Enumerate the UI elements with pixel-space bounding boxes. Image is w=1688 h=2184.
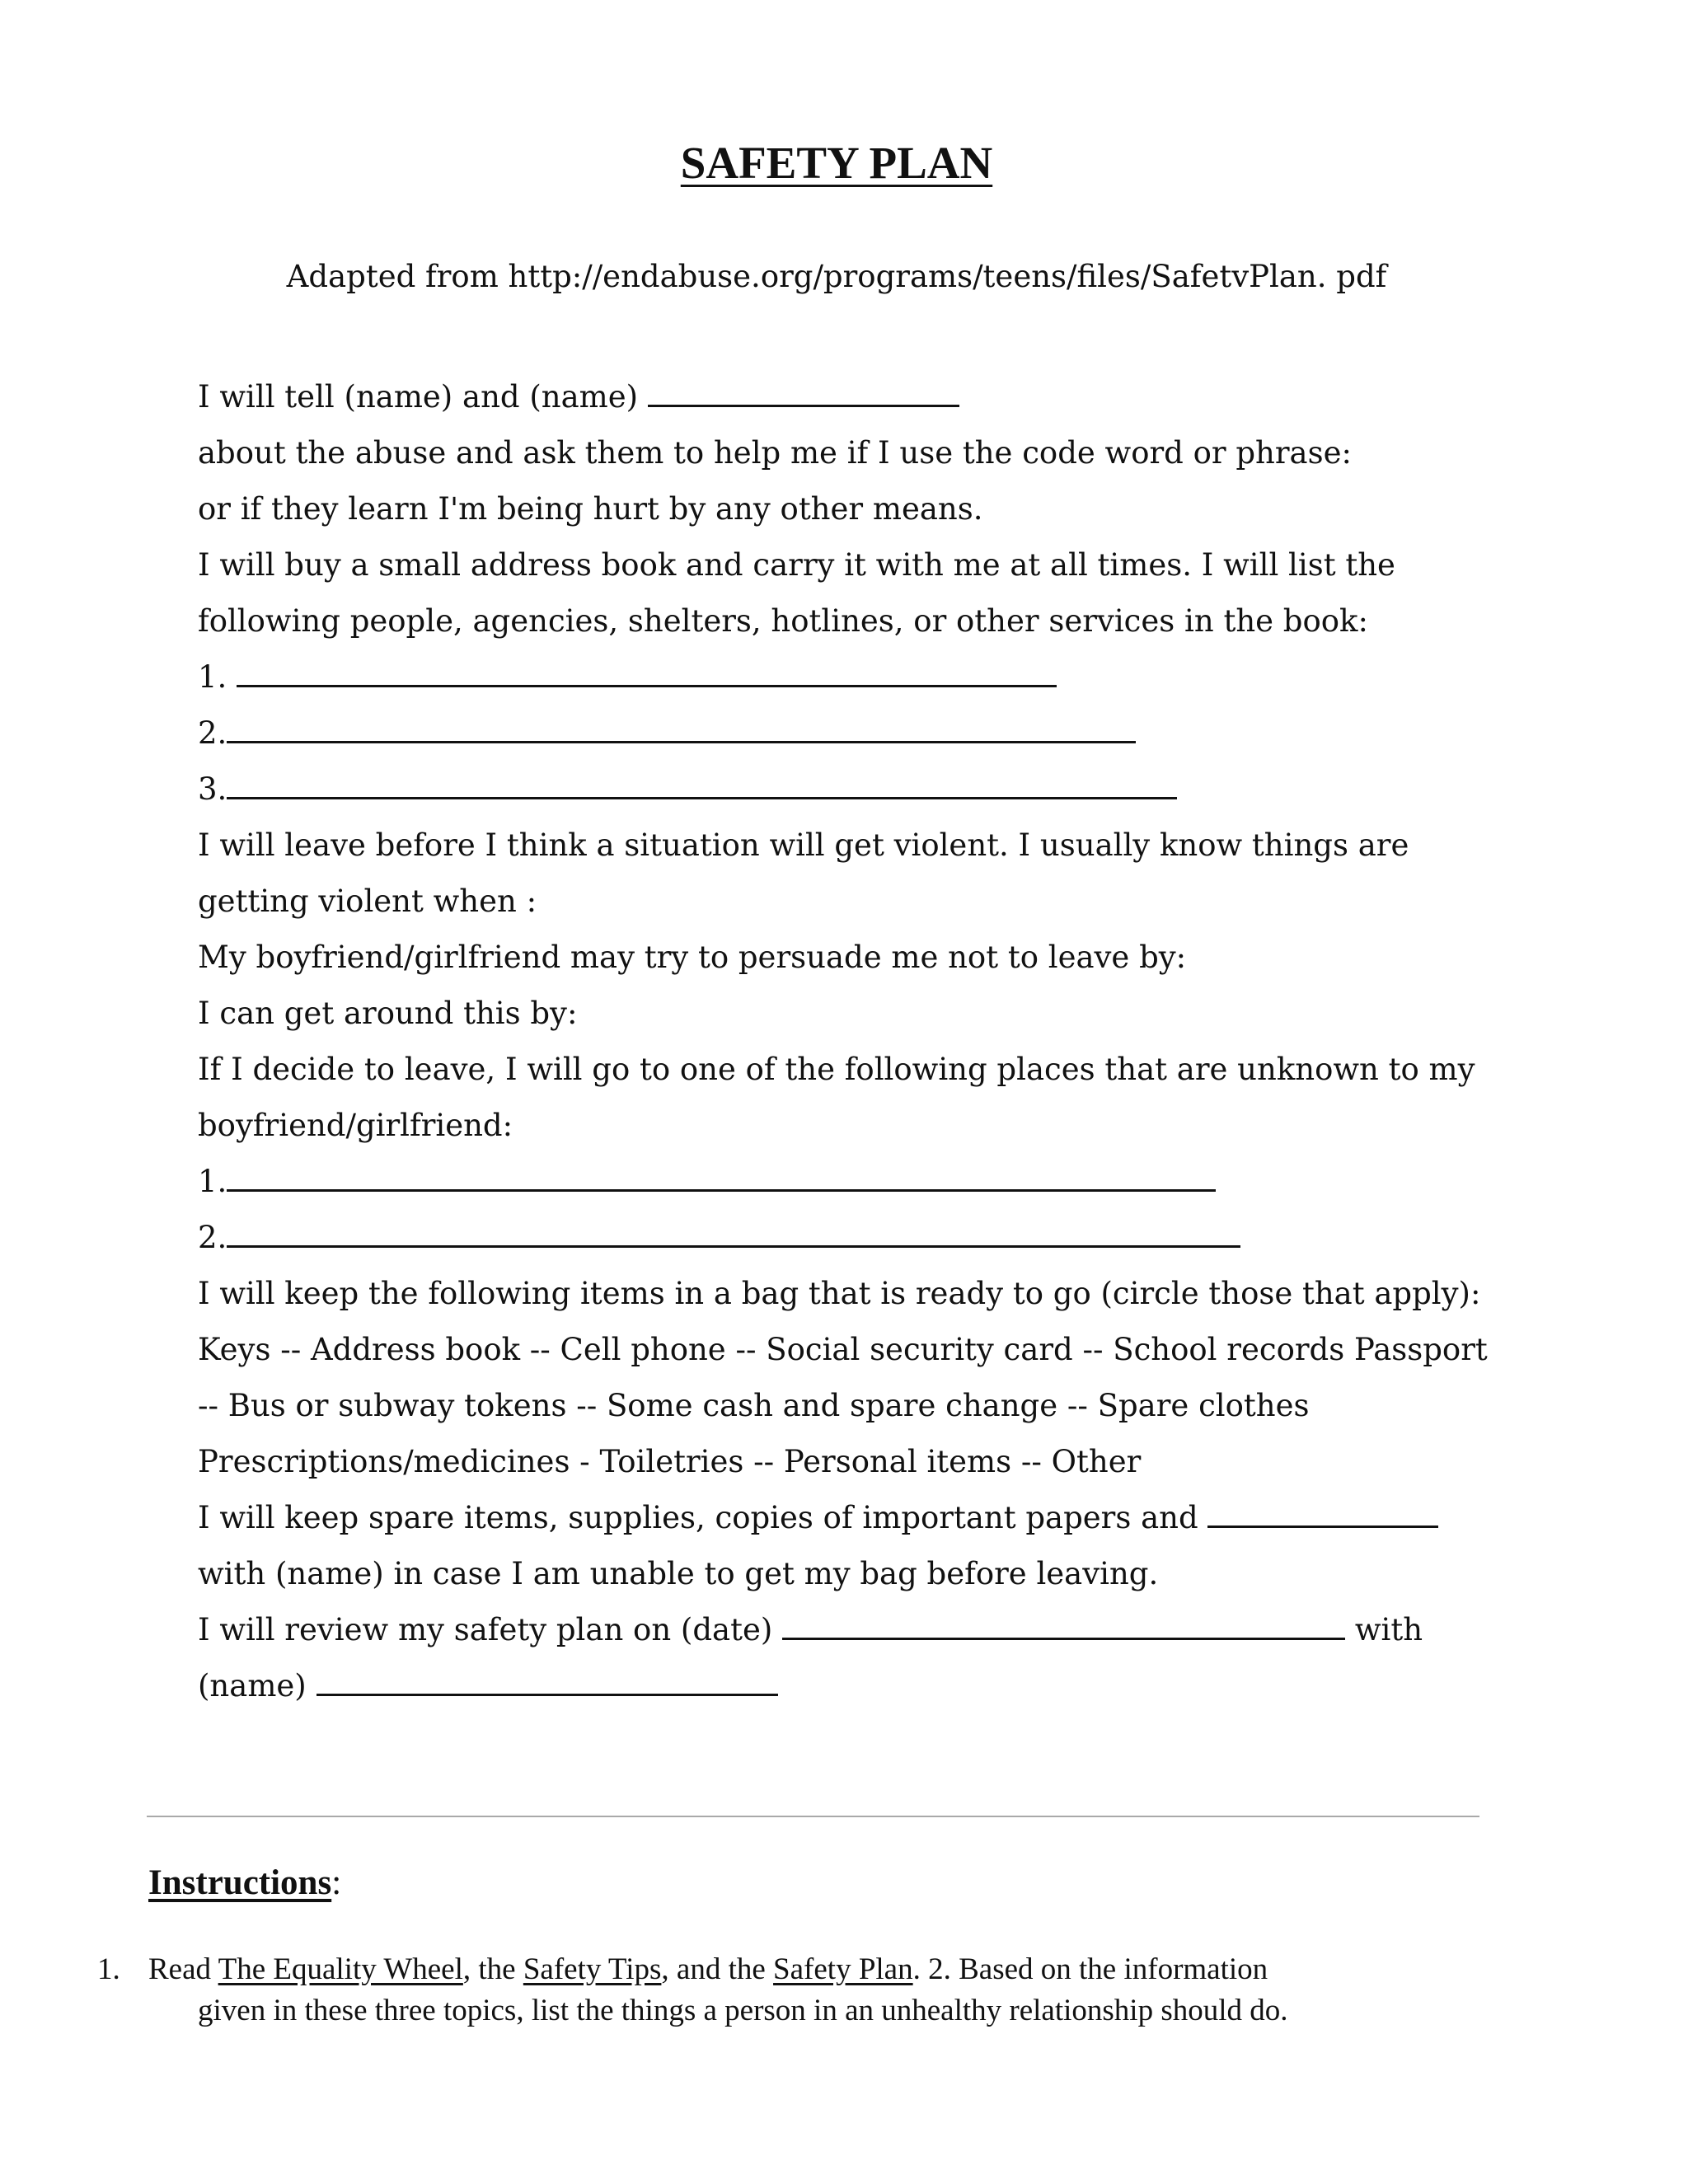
contact-blank-3[interactable] bbox=[227, 772, 1177, 799]
form-line-place-1 bbox=[198, 1154, 1550, 1210]
form-line-contact-1 bbox=[198, 649, 1550, 705]
instruction-text: Read bbox=[148, 1952, 218, 1986]
place-blank-2[interactable] bbox=[227, 1221, 1240, 1248]
instructions-heading bbox=[148, 1861, 341, 1905]
instruction-line-2: given in these three topics, list the things a person in an unhealthy relationship should do. bbox=[198, 1994, 1288, 2027]
form-line: If I decide to leave, I will go to one of the following places that are unknown to my bbox=[198, 1052, 1475, 1087]
form-line-review-date bbox=[198, 1602, 1550, 1658]
instructions-heading-text: Instructions bbox=[148, 1863, 332, 1902]
form-line: I will buy a small address book and carry it with me at all times. I will list the bbox=[198, 547, 1395, 583]
form-line-spare-items bbox=[198, 1490, 1550, 1546]
form-line: Prescriptions/medicines - Toiletries -- Personal items -- Other bbox=[198, 1444, 1142, 1479]
form-line-contact-3 bbox=[198, 762, 1550, 818]
form-line: getting violent when : bbox=[198, 883, 537, 919]
form-line: I will keep the following items in a bag that is ready to go (circle those that apply): bbox=[198, 1276, 1481, 1311]
form-text: (name) bbox=[198, 1668, 316, 1704]
name-blank[interactable] bbox=[648, 380, 959, 407]
safety-plan-link[interactable]: Safety Plan bbox=[773, 1952, 913, 1986]
page-title: SAFETY PLAN bbox=[680, 138, 993, 188]
form-line: about the abuse and ask them to help me if I use the code word or phrase: bbox=[198, 435, 1352, 471]
form-text: I will keep spare items, supplies, copies of important papers and bbox=[198, 1500, 1208, 1535]
instruction-text: , the bbox=[462, 1952, 523, 1986]
form-line-tell-names bbox=[198, 369, 1550, 425]
list-number: 2. bbox=[198, 715, 227, 751]
spare-items-blank[interactable] bbox=[1207, 1501, 1438, 1528]
form-line: -- Bus or subway tokens -- Some cash and spare change -- Spare clothes bbox=[198, 1388, 1310, 1423]
form-line: with (name) in case I am unable to get my bag before leaving. bbox=[198, 1556, 1159, 1591]
form-line: I will leave before I think a situation will get violent. I usually know things are bbox=[198, 827, 1409, 863]
instruction-line-1 bbox=[148, 1949, 1268, 1990]
form-text: with bbox=[1345, 1612, 1423, 1647]
instruction-number: 1. bbox=[97, 1952, 120, 1986]
list-number: 2. bbox=[198, 1220, 227, 1255]
form-line: or if they learn I'm being hurt by any other means. bbox=[198, 491, 983, 527]
safety-tips-link[interactable]: Safety Tips bbox=[523, 1952, 662, 1986]
instruction-text: . 2. Based on the information bbox=[912, 1952, 1268, 1986]
list-number: 3. bbox=[198, 771, 227, 807]
safety-plan-form bbox=[198, 369, 1550, 1714]
form-line: Keys -- Address book -- Cell phone -- Social security card -- School records Passport bbox=[198, 1332, 1488, 1367]
review-name-blank[interactable] bbox=[316, 1669, 778, 1696]
equality-wheel-link[interactable]: The Equality Wheel bbox=[218, 1952, 463, 1986]
form-text: I will review my safety plan on (date) bbox=[198, 1612, 783, 1647]
form-line-contact-2 bbox=[198, 705, 1550, 762]
source-citation: Adapted from http://endabuse.org/programs/teens/files/SafetvPlan. pdf bbox=[286, 259, 1387, 294]
list-number: 1. bbox=[198, 1164, 227, 1199]
contact-blank-1[interactable] bbox=[237, 660, 1057, 687]
form-text: I will tell (name) and (name) bbox=[198, 379, 648, 415]
place-blank-1[interactable] bbox=[227, 1165, 1216, 1192]
form-line-review-name bbox=[198, 1658, 1550, 1714]
horizontal-divider bbox=[147, 1816, 1479, 1817]
contact-blank-2[interactable] bbox=[227, 716, 1136, 743]
form-line: boyfriend/girlfriend: bbox=[198, 1108, 513, 1143]
form-line: My boyfriend/girlfriend may try to persuade me not to leave by: bbox=[198, 940, 1187, 975]
form-line: following people, agencies, shelters, hotlines, or other services in the book: bbox=[198, 603, 1368, 639]
form-line-place-2 bbox=[198, 1210, 1550, 1266]
instruction-text: , and the bbox=[661, 1952, 774, 1986]
list-number: 1. bbox=[198, 659, 237, 695]
form-line: I can get around this by: bbox=[198, 996, 578, 1031]
date-blank[interactable] bbox=[782, 1613, 1345, 1640]
heading-colon: : bbox=[331, 1863, 342, 1902]
